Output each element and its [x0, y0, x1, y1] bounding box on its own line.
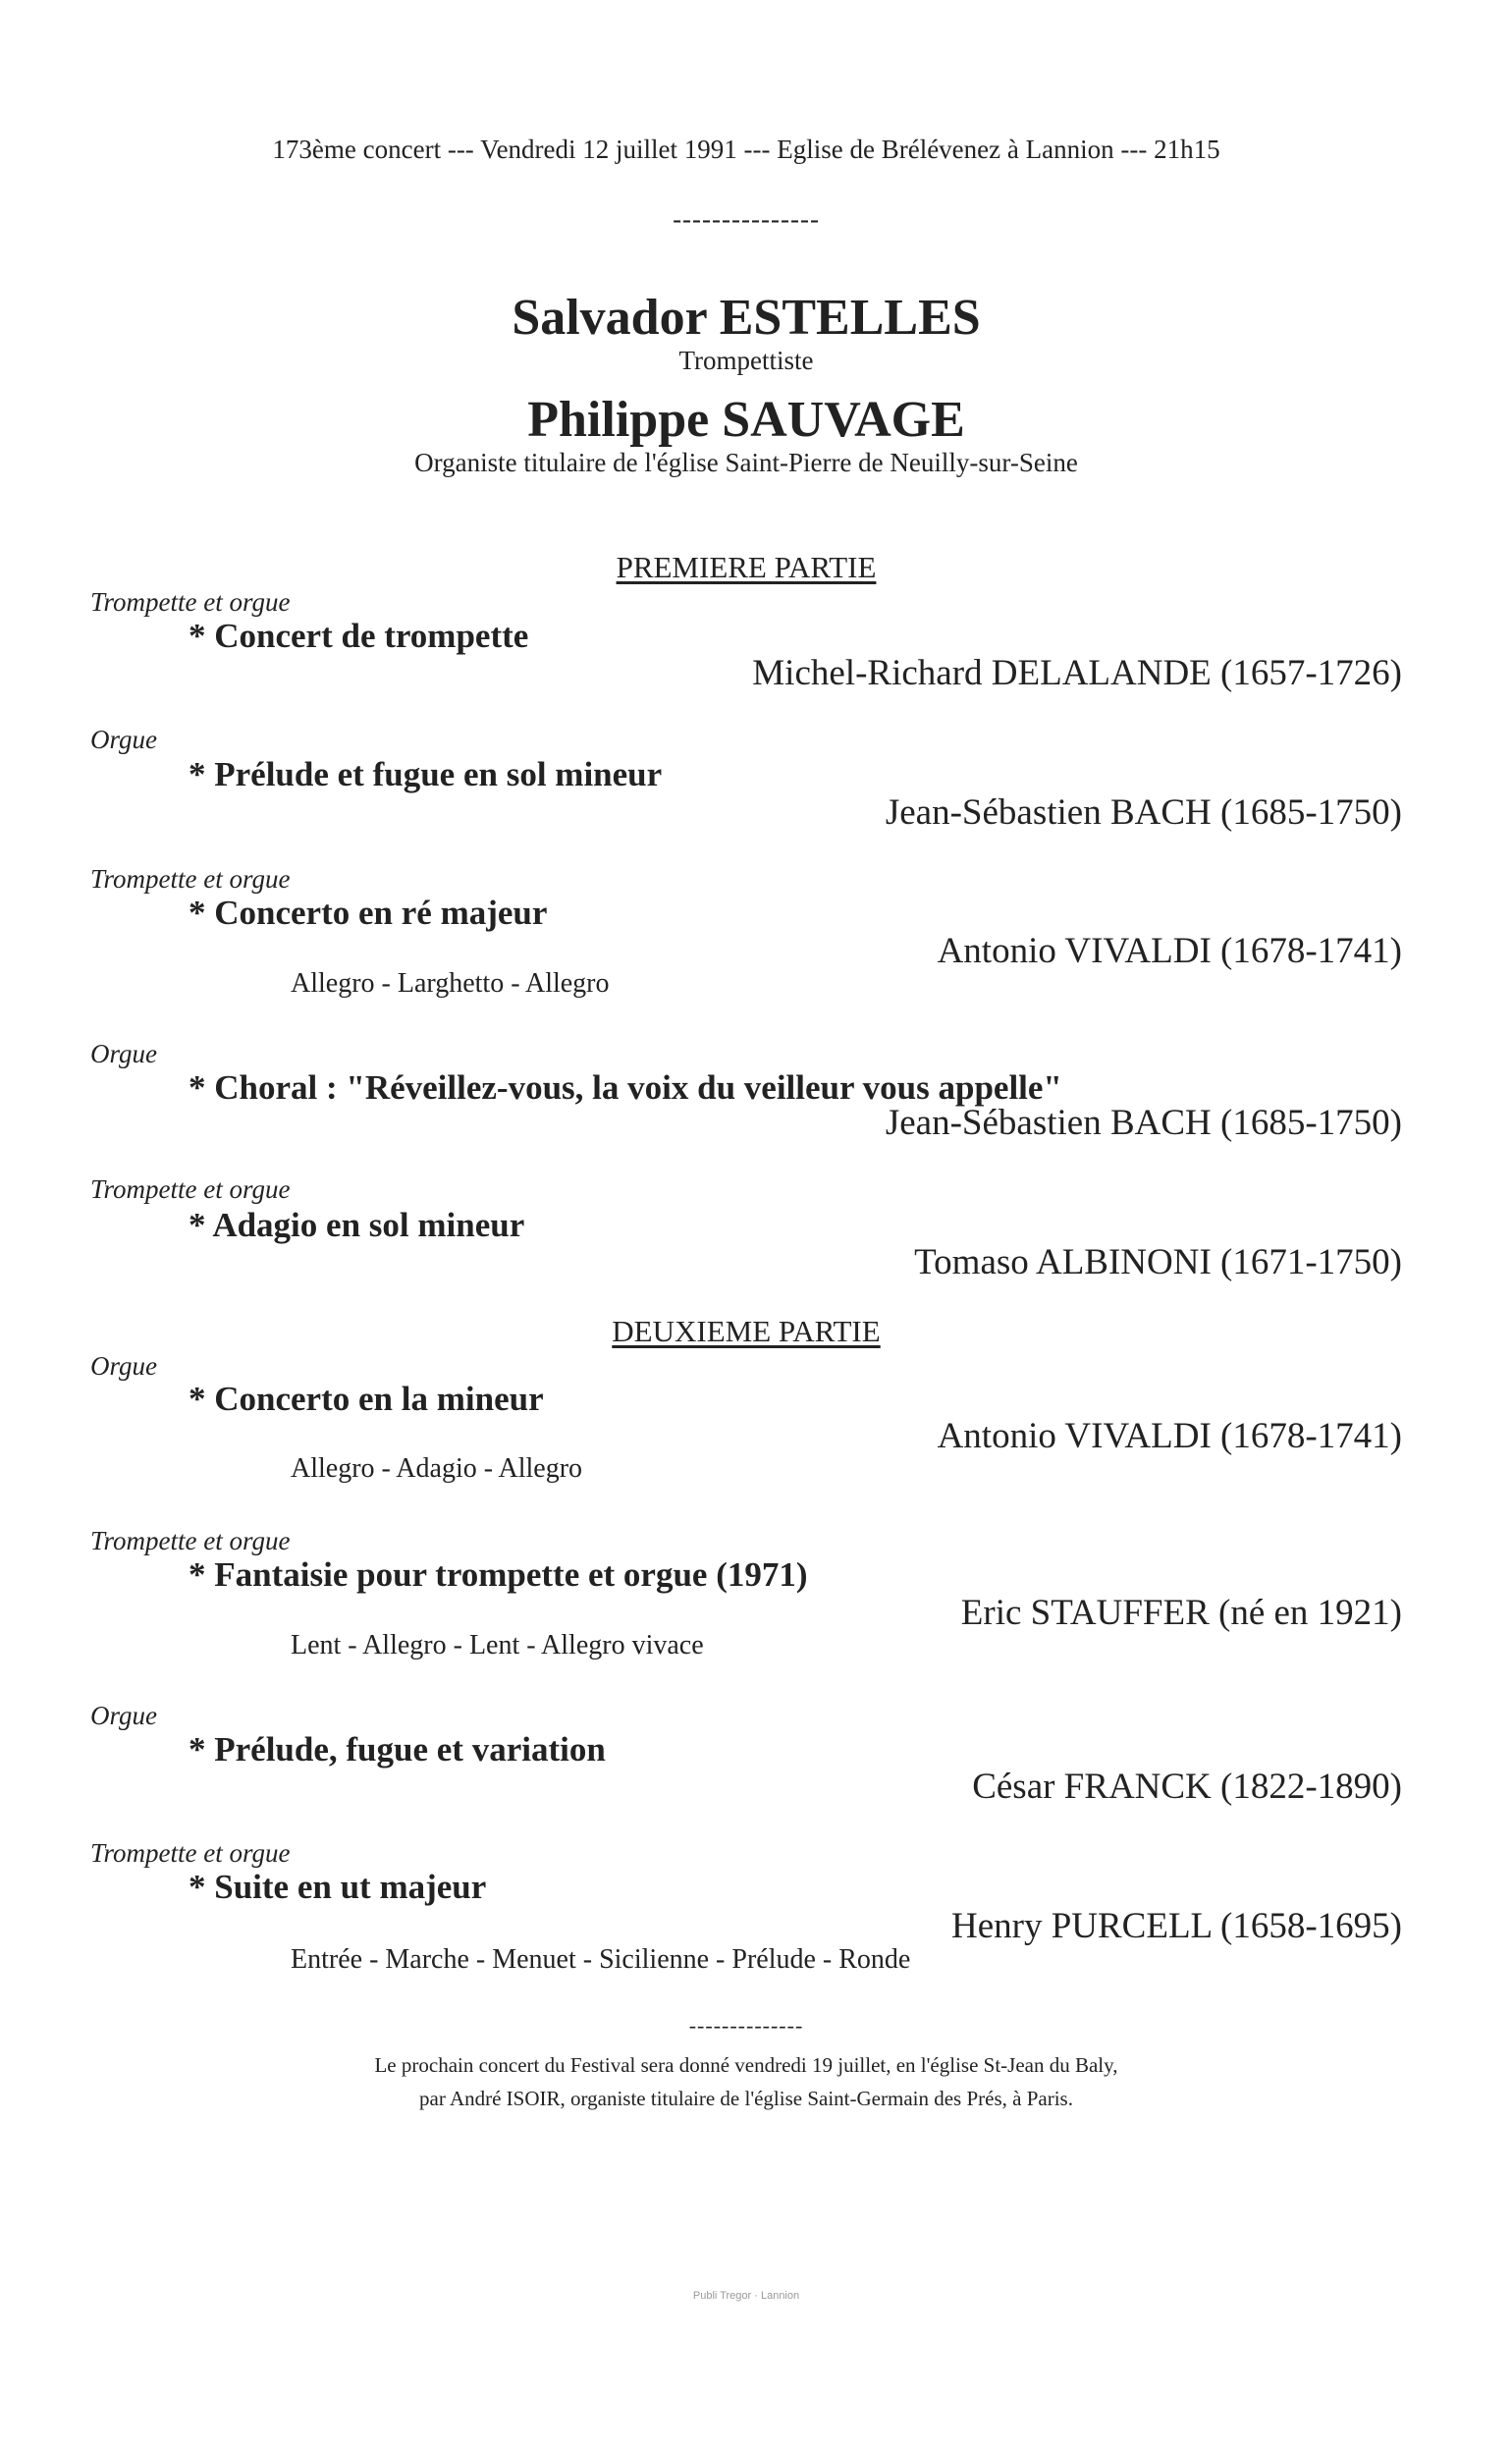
movements: Lent - Allegro - Lent - Allegro vivace [291, 1630, 704, 1660]
instrument-label: Trompette et orgue [90, 587, 291, 617]
composer: Jean-Sébastien BACH (1685-1750) [885, 1103, 1402, 1143]
work-title: * Fantaisie pour trompette et orgue (1971) [189, 1555, 808, 1594]
instrument-label: Trompette et orgue [90, 1838, 291, 1868]
work-title: * Concerto en la mineur [189, 1380, 544, 1418]
movements: Allegro - Larghetto - Allegro [291, 968, 610, 999]
printer-credit: Publi Tregor · Lannion [692, 2290, 800, 2302]
performer-name: Philippe SAUVAGE [527, 392, 965, 448]
work-title: * Concerto en ré majeur [189, 894, 548, 932]
composer: Antonio VIVALDI (1678-1741) [937, 1416, 1402, 1456]
performer-role: Trompettiste [678, 346, 814, 375]
performer-role: Organiste titulaire de l'église Saint-Pierre de Neuilly-sur-Seine [414, 448, 1078, 477]
concert-header: 173ème concert --- Vendredi 12 juillet 1991 --- Eglise de Brélévenez à Lannion --- 21h15 [272, 135, 1220, 164]
movements: Entrée - Marche - Menuet - Sicilienne - Prélude - Ronde [291, 1944, 911, 1975]
instrument-label: Trompette et orgue [90, 1174, 291, 1204]
part-heading: DEUXIEME PARTIE [612, 1314, 881, 1348]
next-concert-note: Le prochain concert du Festival sera donné vendredi 19 juillet, en l'église St-Jean du Baly, [374, 2053, 1118, 2077]
composer: César FRANCK (1822-1890) [972, 1767, 1402, 1807]
movements: Allegro - Adagio - Allegro [291, 1453, 583, 1484]
work-title: * Choral : "Réveillez-vous, la voix du veilleur vous appelle" [189, 1068, 1062, 1107]
work-title: * Prélude, fugue et variation [189, 1730, 606, 1769]
header-rule: --------------- [673, 204, 820, 234]
work-title: * Adagio en sol mineur [189, 1206, 525, 1244]
instrument-label: Orgue [90, 1351, 157, 1381]
instrument-label: Trompette et orgue [90, 864, 291, 894]
composer: Henry PURCELL (1658-1695) [950, 1906, 1402, 1946]
footer-rule: -------------- [688, 2013, 804, 2038]
instrument-label: Trompette et orgue [90, 1526, 291, 1555]
composer: Antonio VIVALDI (1678-1741) [937, 931, 1402, 971]
next-concert-note: par André ISOIR, organiste titulaire de l'église Saint-Germain des Prés, à Paris. [419, 2087, 1073, 2110]
instrument-label: Orgue [90, 1039, 157, 1068]
performer-name: Salvador ESTELLES [512, 290, 981, 346]
instrument-label: Orgue [90, 725, 157, 754]
part-heading: PREMIERE PARTIE [616, 550, 877, 584]
work-title: * Concert de trompette [189, 617, 529, 655]
composer: Eric STAUFFER (né en 1921) [960, 1593, 1402, 1633]
instrument-label: Orgue [90, 1701, 157, 1730]
work-title: * Suite en ut majeur [189, 1868, 487, 1906]
composer: Jean-Sébastien BACH (1685-1750) [885, 792, 1402, 833]
composer: Michel-Richard DELALANDE (1657-1726) [752, 653, 1402, 693]
composer: Tomaso ALBINONI (1671-1750) [914, 1242, 1402, 1282]
work-title: * Prélude et fugue en sol mineur [189, 755, 663, 793]
